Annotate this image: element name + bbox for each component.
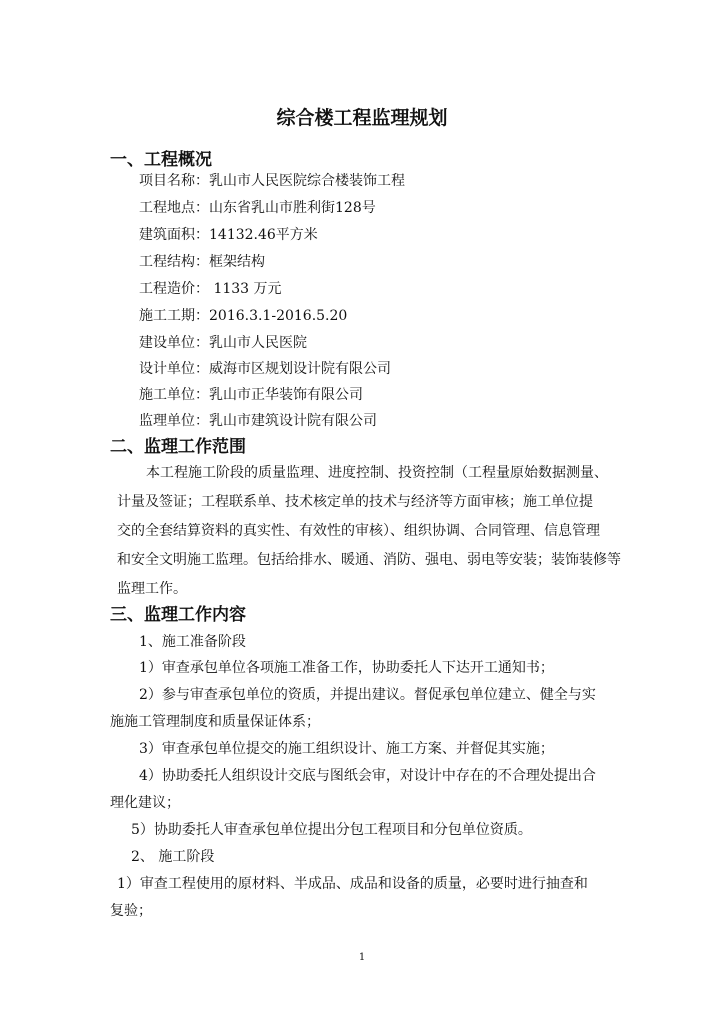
construction-unit: 施工单位：乳山市正华装饰有限公司 [139,387,363,403]
project-cost: 工程造价： 1133 万元 [139,281,282,297]
content-line: 1）审查承包单位各项施工准备工作，协助委托人下达开工通知书； [139,660,554,676]
page-number: 1 [358,952,366,963]
section-heading-2: 二、监理工作范围 [110,437,246,457]
content-line: 3）审查承包单位提交的施工组织设计、施工方案、并督促其实施； [139,741,554,757]
building-area: 建筑面积：14132.46平方米 [139,227,318,243]
content-line: 4）协助委托人组织设计交底与图纸会审，对设计中存在的不合理处提出合 [139,768,596,784]
content-line: 施施工管理制度和质量保证体系； [110,714,320,730]
design-unit: 设计单位：威海市区规划设计院有限公司 [139,361,391,377]
content-line: 1）审查工程使用的原材料、半成品、成品和设备的质量，必要时进行抽查和 [117,876,588,892]
structure-type: 工程结构：框架结构 [139,254,265,270]
content-line: 复验； [110,903,152,919]
page-title: 综合楼工程监理规划 [276,107,448,129]
content-line: 2、 施工阶段 [131,849,215,865]
scope-paragraph-line: 本工程施工阶段的质量监理、进度控制、投资控制（工程量原始数据测量、 [146,465,608,481]
content-line: 1、施工准备阶段 [139,634,246,650]
scope-paragraph-line: 监理工作。 [117,581,187,597]
owner-unit: 建设单位：乳山市人民医院 [139,335,307,351]
content-line: 5）协助委托人审查承包单位提出分包工程项目和分包单位资质。 [131,822,532,838]
section-heading-1: 一、工程概况 [110,150,212,170]
scope-paragraph-line: 交的全套结算资料的真实性、有效性的审核）、组织协调、合同管理、信息管理 [117,523,600,539]
scope-paragraph-line: 计量及签证；工程联系单、技术核定单的技术与经济等方面审核；施工单位提 [117,494,593,510]
content-line: 理化建议； [110,795,180,811]
construction-period: 施工工期：2016.3.1-2016.5.20 [139,308,348,324]
project-name: 项目名称：乳山市人民医院综合楼装饰工程 [139,173,405,189]
project-location: 工程地点：山东省乳山市胜利街128号 [139,200,376,216]
section-heading-3: 三、监理工作内容 [110,605,246,625]
supervision-unit: 监理单位：乳山市建筑设计院有限公司 [139,413,377,429]
content-line: 2）参与审查承包单位的资质，并提出建议。督促承包单位建立、健全与实 [139,687,596,703]
scope-paragraph-line: 和安全文明施工监理。包括给排水、暖通、消防、强电、弱电等安装；装饰装修等 [117,552,621,568]
